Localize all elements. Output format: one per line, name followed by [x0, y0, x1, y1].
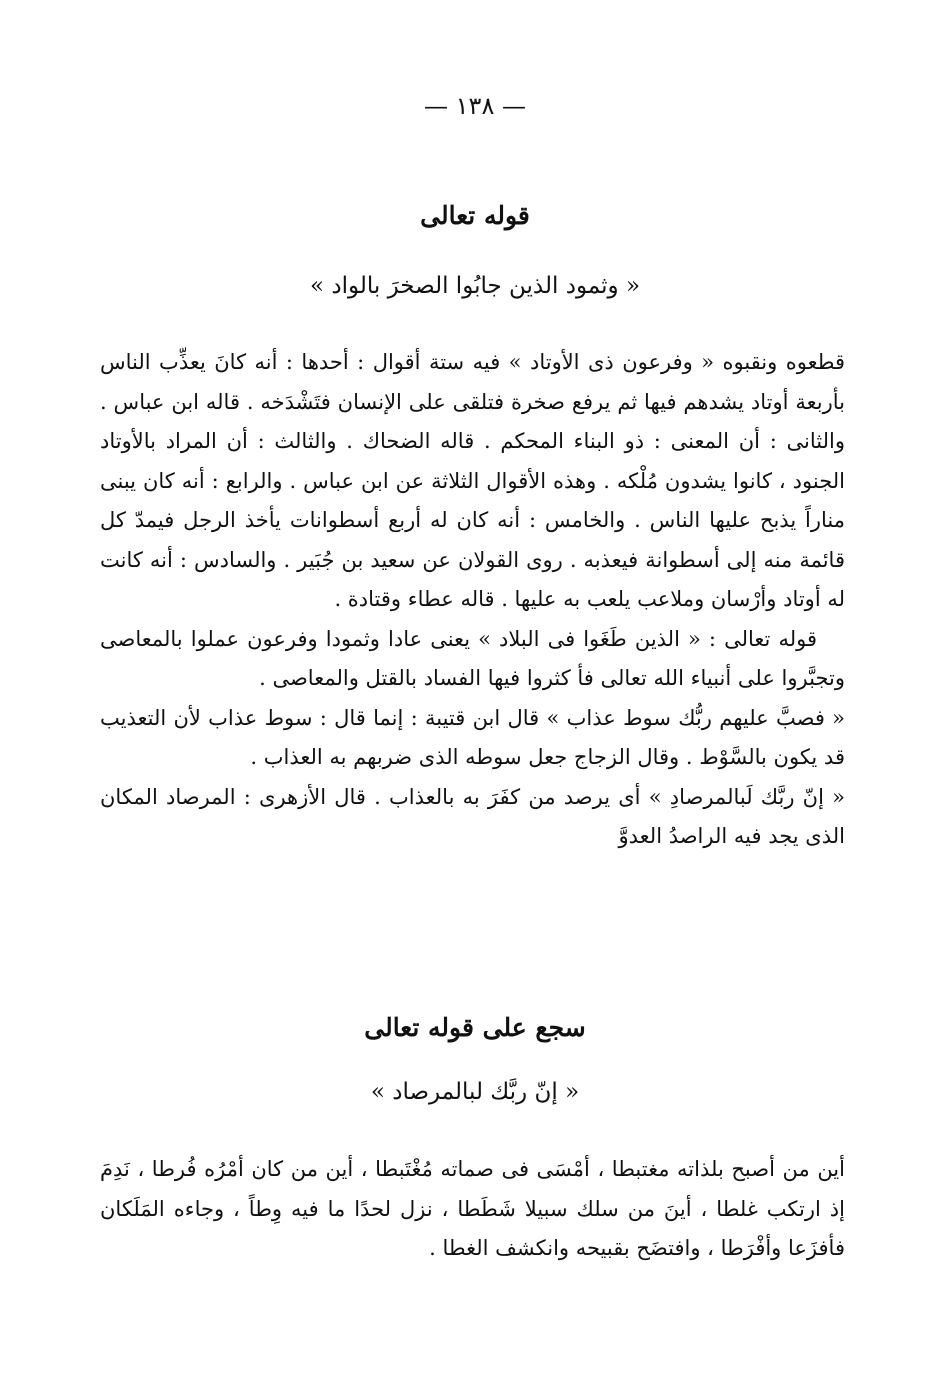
verse-quote: [0, 1072, 950, 1112]
paragraph: « فصبَّ عليهم ربُّك سوط عذاب » قال ابن قتيبة : إنما قال : سوط عذاب لأن التعذيب قد يكون بالسَّوْط . وقال الزجاج جعل سوطه الذى ضربهم به العذاب .: [100, 705, 845, 769]
paragraph: قوله تعالى : « الذين طَغَوا فى البلاد » يعنى عادا وثمودا وفرعون عملوا بالمعاصى وتجبَّروا على أنبياء الله تعالى فأ كثروا فيها الفساد بالقتل والمعاصى .: [100, 626, 845, 690]
rhymed-prose-text: [100, 1150, 845, 1269]
verse-text: « وثمود الذين جابُوا الصخرَ بالواد »: [309, 273, 641, 299]
section-title: سجع على قوله تعالى: [364, 1013, 586, 1042]
section-heading: [0, 196, 950, 236]
section-heading: [0, 1008, 950, 1048]
verse-text: « إنّ ربَّك لبالمرصاد »: [370, 1079, 580, 1105]
paragraph: أين من أصبح بلذاته مغتبطا ، أمْسَى فى صماته مُغْتَبطا ، أين من كان أمْرُه فُرطا ، نَدِمَ إذ ارتكب غلطا ، أينَ من سلك سبيلا شَطَطا ، نزل لحدًا ما فيه وِطاً ، وجاءه المَلَكان فأفزَعا وأفْرَطا ، وافتضَح بقبيحه وانكشف الغطا .: [100, 1157, 845, 1260]
paragraph: « إنّ ربَّك لَبالمرصادِ » أى يرصد من كفَرَ به بالعذاب . قال الأزهرى : المرصاد المكان الذى يجد فيه الراصدُ العدوَّ: [100, 784, 845, 848]
commentary-text: [100, 343, 845, 857]
verse-quote: [0, 266, 950, 306]
page-number: — ١٣٨ —: [424, 92, 526, 120]
section-title: قوله تعالى: [420, 201, 530, 230]
paragraph: قطعوه ونقبوه « وفرعون ذى الأوتاد » فيه ستة أقوال : أحدها : أنه كانَ يعذِّب الناس بأربعة أوتاد يشدهم فيها ثم يرفع صخرة فتلقى على الإنسان فتَشْدَخه . قاله ابن عباس . والثانى : أن المعنى : ذو البناء المحكم . قاله الضحاك . والثالث : أن المراد بالأوتاد الجنود ، كانوا يشدون مُلْكه . وهذه الأقوال الثلاثة عن ابن عباس . والرابع : أنه كان يبنى مناراً يذبح عليها الناس . والخامس : أنه كان له أربع أسطوانات يأخذ الرجل فيمدّ كل قائمة منه إلى أسطوانة فيعذبه . روى القولان عن سعيد بن جُبَير . والسادس : أنه كانت له أوتاد وأرْسان وملاعب يلعب به عليها . قاله عطاء وقتادة .: [100, 350, 845, 611]
